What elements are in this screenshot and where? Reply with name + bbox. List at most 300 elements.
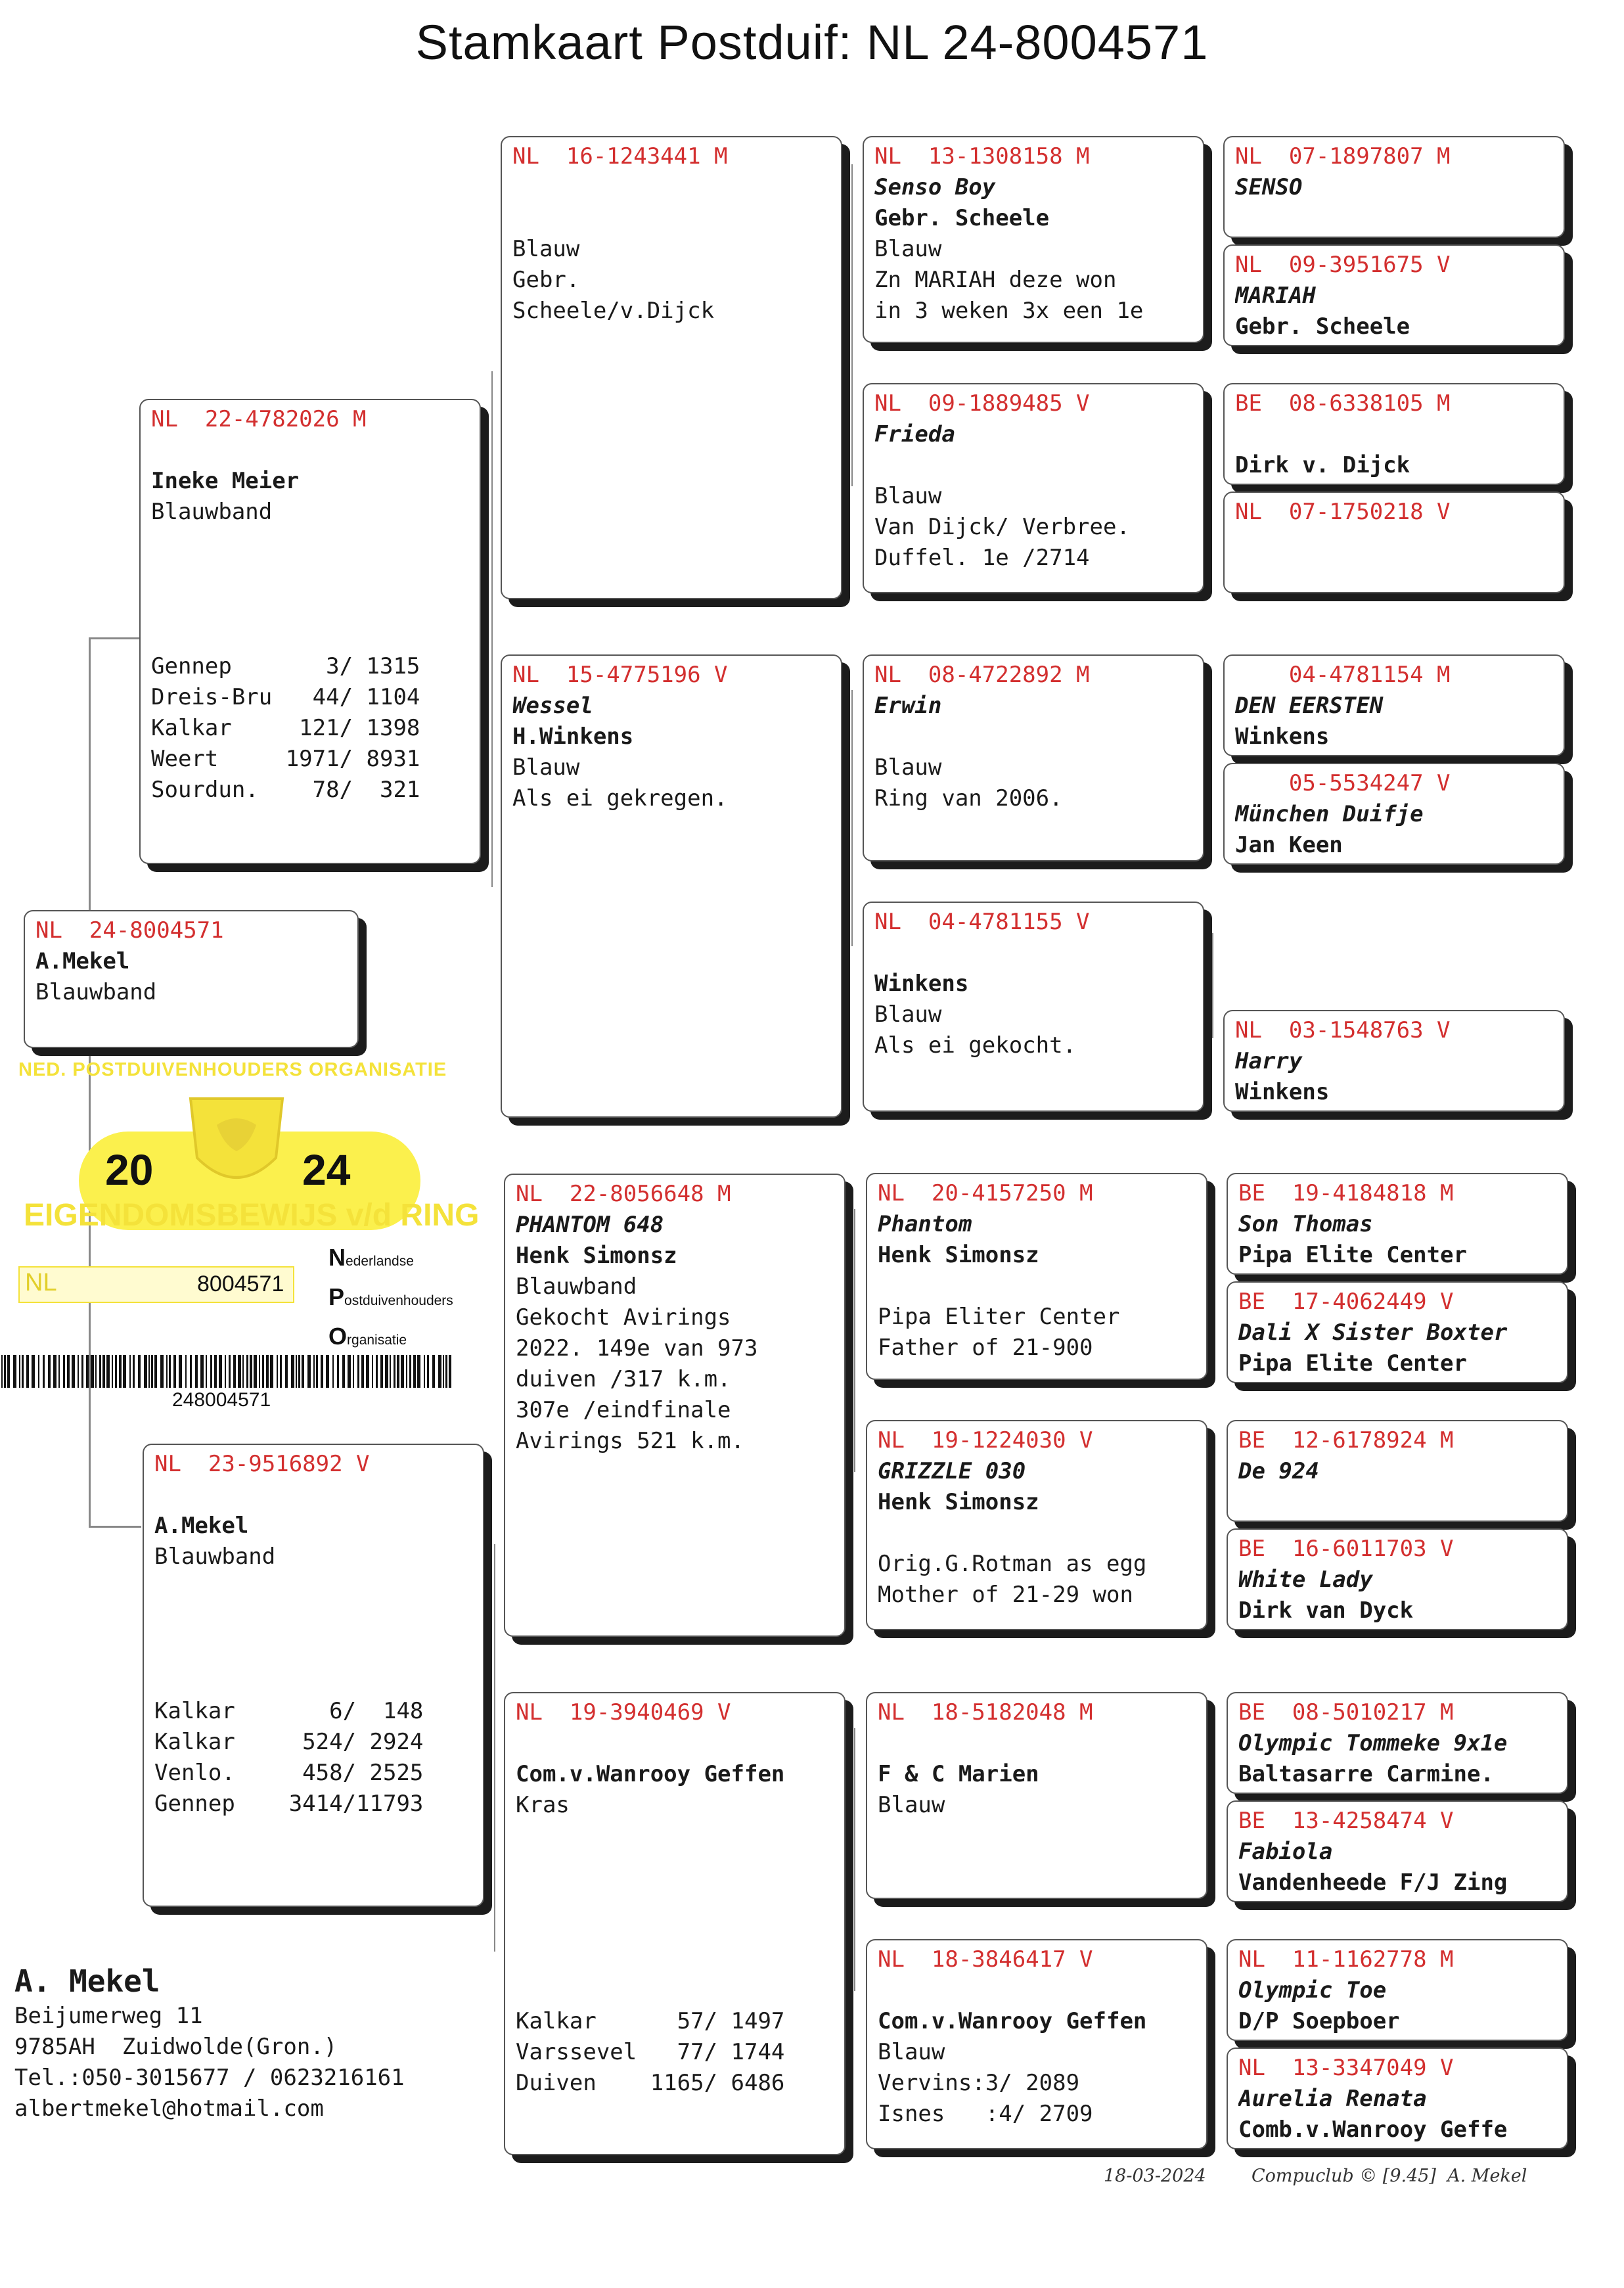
pedigree-line: Blauwband — [151, 499, 273, 525]
pedigree-line: Blauw — [874, 483, 942, 509]
pedigree-line — [874, 721, 1195, 752]
pedigree-line: Blauw — [878, 2039, 945, 2065]
pedigree-line — [151, 559, 472, 589]
pedigree-line: MARIAH — [1235, 283, 1316, 309]
ring-number-header: NL 03-1548763 V — [1235, 1017, 1451, 1043]
pedigree-line: Wessel — [512, 693, 593, 719]
barcode-bar — [133, 1355, 135, 1388]
barcode-bar — [376, 1355, 378, 1388]
barcode-bar — [291, 1355, 294, 1388]
pedigree-line: Blauwband — [516, 1273, 637, 1300]
pedigree-card-mother — [143, 1444, 484, 1907]
pedigree-line: Isnes :4/ 2709 — [878, 2101, 1093, 2127]
pedigree-line — [516, 1883, 836, 1913]
barcode-bar — [417, 1355, 420, 1388]
barcode-bar — [119, 1355, 122, 1388]
barcode-bar — [102, 1355, 105, 1388]
barcode-bar — [67, 1355, 70, 1388]
barcode-bar — [438, 1355, 441, 1388]
barcode-bar — [190, 1355, 192, 1388]
barcode-bar — [298, 1355, 300, 1388]
pedigree-line: Scheele/v.Dijck — [512, 298, 715, 324]
barcode-bar — [13, 1355, 16, 1388]
pedigree-line: Van Dijck/ Verbree. — [874, 514, 1130, 540]
barcode-bar — [225, 1355, 226, 1388]
barcode-bar — [53, 1355, 56, 1388]
barcode-bar — [123, 1355, 126, 1388]
pedigree-line: Dali X Sister Boxter — [1238, 1319, 1508, 1346]
ring-number-header: NL 08-4722892 M — [874, 662, 1090, 688]
ring-number-header: 04-4781154 M — [1235, 662, 1451, 688]
barcode-bar — [380, 1355, 383, 1388]
barcode-bar — [81, 1355, 83, 1388]
pedigree-line: Pipa Elite Center — [1238, 1350, 1467, 1377]
ring-number-header: BE 19-4184818 M — [1238, 1180, 1454, 1206]
pedigree-line — [151, 528, 472, 559]
ring-number-header: NL 09-3951675 V — [1235, 252, 1451, 278]
barcode-bar — [302, 1355, 304, 1388]
pedigree-line: Gennep 3414/11793 — [154, 1791, 424, 1817]
ring-number-header: NL 22-8056648 M — [516, 1181, 731, 1207]
barcode-bar — [169, 1355, 171, 1388]
pedigree-card-gen4-13 — [1227, 1692, 1568, 1794]
pedigree-line — [878, 1518, 1198, 1549]
barcode-bar — [266, 1355, 269, 1388]
barcode-bar — [4, 1355, 6, 1388]
npo-n: N — [328, 1244, 346, 1271]
ring-number-header: NL 16-1243441 M — [512, 143, 728, 170]
barcode-bar — [219, 1355, 222, 1388]
pedigree-line: Mother of 21-29 won — [878, 1582, 1133, 1608]
pedigree-line: Ring van 2006. — [874, 785, 1063, 812]
pedigree-line: Frieda — [874, 421, 955, 447]
pedigree-card-ff — [501, 136, 842, 599]
barcode-bar — [432, 1355, 435, 1388]
barcode-bar — [72, 1355, 75, 1388]
barcode-bar — [160, 1355, 164, 1388]
barcode-bar — [229, 1355, 231, 1388]
ring-number-header: NL 13-3347049 V — [1238, 2055, 1454, 2081]
barcode-bar — [246, 1355, 248, 1388]
barcode-bar — [242, 1355, 244, 1388]
pedigree-line — [151, 589, 472, 620]
ring-certificate — [0, 1046, 480, 1414]
pedigree-card-gen4-1 — [1223, 136, 1565, 238]
barcode-bar — [348, 1355, 351, 1388]
pedigree-line: Blauw — [512, 236, 580, 262]
pedigree-card-mfm — [866, 1420, 1207, 1630]
barcode-bar — [424, 1355, 425, 1388]
pedigree-line: Olympic Toe — [1238, 1977, 1387, 2003]
npo-p: P — [328, 1283, 345, 1310]
pedigree-card-mm — [504, 1692, 846, 2155]
pedigree-line — [154, 1665, 475, 1696]
barcode-bar — [285, 1355, 288, 1388]
ring-certificate-title: EIGENDOMSBEWIJS v/d RING — [24, 1198, 480, 1233]
pedigree-line: München Duifje — [1235, 801, 1424, 827]
barcode-bar — [238, 1355, 241, 1388]
ring-number-header: NL 19-3940469 V — [516, 1699, 731, 1726]
barcode-bar — [63, 1355, 65, 1388]
ring-number-header: BE 12-6178924 M — [1238, 1427, 1454, 1453]
barcode-bar — [366, 1355, 369, 1388]
pedigree-line — [516, 1852, 836, 1883]
pedigree-line: Weert 1971/ 8931 — [151, 746, 420, 772]
barcode-bar — [138, 1355, 141, 1388]
pedigree-line — [512, 172, 833, 203]
pedigree-line: Henk Simonsz — [878, 1489, 1039, 1515]
owner-city: 9785AH Zuidwolde(Gron.) — [14, 2034, 338, 2060]
barcode-bar — [427, 1355, 429, 1388]
pedigree-line — [1235, 419, 1556, 450]
ring-number-field — [18, 1266, 294, 1303]
npo-o: O — [328, 1323, 348, 1350]
ring-number-header: NL 20-4157250 M — [878, 1180, 1093, 1206]
pedigree-line: Baltasarre Carmine. — [1238, 1761, 1494, 1787]
pedigree-line: Orig.G.Rotman as egg — [878, 1551, 1147, 1577]
barcode-bar — [385, 1355, 388, 1388]
barcode-bar — [449, 1355, 451, 1388]
barcode-bar — [214, 1355, 217, 1388]
pedigree-line: Pipa Eliter Center — [878, 1304, 1120, 1330]
barcode-bar — [166, 1355, 168, 1388]
pedigree-line: Gekocht Avirings — [516, 1304, 731, 1331]
pedigree-line: Avirings 521 k.m. — [516, 1428, 744, 1454]
pedigree-line: Gebr. — [512, 267, 580, 293]
pedigree-card-mmf — [866, 1692, 1207, 1899]
barcode-bar — [332, 1355, 334, 1388]
pedigree-card-gen4-5 — [1223, 654, 1565, 756]
pedigree-line: Venlo. 458/ 2525 — [154, 1760, 424, 1786]
pedigree-line: Harry — [1235, 1048, 1303, 1074]
barcode-bar — [307, 1355, 311, 1388]
pedigree-line: White Lady — [1238, 1567, 1373, 1593]
pedigree-line: Com.v.Wanrooy Geffen — [878, 2008, 1147, 2034]
barcode-bar — [154, 1355, 157, 1388]
pedigree-card-gen4-14 — [1227, 1800, 1568, 1902]
pedigree-line: DEN EERSTEN — [1235, 693, 1384, 719]
pedigree-line: Kalkar 524/ 2924 — [154, 1729, 424, 1755]
pedigree-line: A.Mekel — [154, 1513, 249, 1539]
barcode-bar — [129, 1355, 131, 1388]
pedigree-line: Blauw — [512, 754, 580, 781]
barcode-bar — [48, 1355, 51, 1388]
barcode-bar — [210, 1355, 212, 1388]
ring-country: NL — [25, 1269, 57, 1296]
barcode-bar — [372, 1355, 373, 1388]
pedigree-line — [878, 1975, 1198, 2006]
pedigree-line — [154, 1480, 475, 1511]
pedigree-line: duiven /317 k.m. — [516, 1366, 731, 1392]
pedigree-card-gen4-2 — [1223, 244, 1565, 346]
page-title: Stamkaart Postduif: NL 24-8004571 — [415, 15, 1209, 70]
pedigree-line: A.Mekel — [35, 948, 130, 974]
pedigree-line — [878, 1271, 1198, 1302]
pedigree-card-ffm — [863, 383, 1204, 593]
pedigree-line — [516, 1728, 836, 1759]
pedigree-line: Gebr. Scheele — [874, 205, 1050, 231]
barcode-bar — [259, 1355, 260, 1388]
owner-email: albertmekel@hotmail.com — [14, 2095, 324, 2122]
ring-number-header: NL 22-4782026 M — [151, 406, 367, 432]
pedigree-line: 2022. 149e van 973 — [516, 1335, 758, 1361]
pedigree-line: Duffel. 1e /2714 — [874, 545, 1090, 571]
pedigree-line: Vandenheede F/J Zing — [1238, 1869, 1508, 1896]
pedigree-line: Aurelia Renata — [1238, 2086, 1427, 2112]
pedigree-card-gen4-12 — [1227, 1528, 1568, 1630]
pedigree-line: Dreis-Bru 44/ 1104 — [151, 684, 420, 710]
barcode-icon — [0, 1355, 453, 1388]
pedigree-line: Zn MARIAH deze won — [874, 267, 1117, 293]
barcode-bar — [173, 1355, 176, 1388]
footer-credit: Compuclub © [9.45] A. Mekel — [1252, 2166, 1527, 2186]
ring-number-header: NL 23-9516892 V — [154, 1451, 370, 1477]
pedigree-card-fm — [501, 654, 842, 1118]
pedigree-card-mf — [504, 1174, 846, 1637]
pedigree-line: Blauw — [874, 236, 942, 262]
ring-number-header: BE 16-6011703 V — [1238, 1536, 1454, 1562]
barcode-bar — [206, 1355, 207, 1388]
barcode-bar — [99, 1355, 101, 1388]
barcode-bar — [361, 1355, 364, 1388]
pedigree-line: Henk Simonsz — [878, 1242, 1039, 1268]
pedigree-line — [878, 1728, 1198, 1759]
footer-date: 18-03-2024 — [1104, 2166, 1206, 2186]
pedigree-line: Winkens — [1235, 1079, 1330, 1105]
barcode-bar — [115, 1355, 117, 1388]
pedigree-line: GRIZZLE 030 — [878, 1458, 1026, 1484]
ring-number-header: BE 08-6338105 M — [1235, 390, 1451, 417]
barcode-bar — [394, 1355, 395, 1388]
pedigree-line — [151, 620, 472, 651]
ring-number-header: NL 18-3846417 V — [878, 1946, 1093, 1973]
barcode-bar — [280, 1355, 282, 1388]
pedigree-line: Father of 21-900 — [878, 1335, 1093, 1361]
pedigree-line: Dirk v. Dijck — [1235, 452, 1410, 478]
barcode-bar — [32, 1355, 35, 1388]
pedigree-card-fff — [863, 136, 1204, 343]
ring-number-header: NL 24-8004571 — [35, 917, 224, 944]
pedigree-line: Jan Keen — [1235, 832, 1343, 858]
barcode-bar — [445, 1355, 447, 1388]
pedigree-line: Kras — [516, 1792, 570, 1818]
barcode-bar — [95, 1355, 97, 1388]
pedigree-line: Com.v.Wanrooy Geffen — [516, 1761, 785, 1787]
pedigree-card-fmm — [863, 902, 1204, 1112]
pedigree-line: Erwin — [874, 693, 942, 719]
barcode-bar — [91, 1355, 94, 1388]
pedigree-line: Kalkar 6/ 148 — [154, 1698, 424, 1724]
barcode-bar — [151, 1355, 153, 1388]
ring-number-header: NL 15-4775196 V — [512, 662, 728, 688]
pedigree-line — [516, 1913, 836, 1944]
pedigree-card-gen4-10 — [1227, 1281, 1568, 1383]
pedigree-line: Als ei gekregen. — [512, 785, 728, 812]
pedigree-line: Sourdun. 78/ 321 — [151, 777, 420, 803]
barcode-bar — [337, 1355, 339, 1388]
pedigree-line: Ineke Meier — [151, 468, 300, 494]
pedigree-line — [874, 938, 1195, 969]
barcode-bar — [409, 1355, 411, 1388]
barcode-bar — [58, 1355, 60, 1388]
barcode-bar — [254, 1355, 257, 1388]
pedigree-line — [154, 1572, 475, 1603]
barcode-bar — [38, 1355, 39, 1388]
npo-logo-text — [328, 1240, 453, 1358]
barcode-bar — [185, 1355, 187, 1388]
ring-number-header: NL 18-5182048 M — [878, 1699, 1093, 1726]
pedigree-card-father — [139, 399, 481, 864]
pedigree-line — [516, 1944, 836, 1975]
pedigree-card-gen4-16 — [1227, 2048, 1568, 2149]
pedigree-line: PHANTOM 648 — [516, 1212, 664, 1238]
pedigree-line: Son Thomas — [1238, 1211, 1373, 1237]
ring-number-header: BE 08-5010217 M — [1238, 1699, 1454, 1726]
ring-year-right: 24 — [302, 1145, 351, 1194]
barcode-bar — [112, 1355, 113, 1388]
barcode-number: 248004571 — [172, 1389, 271, 1411]
barcode-bar — [43, 1355, 45, 1388]
barcode-bar — [200, 1355, 204, 1388]
barcode-bar — [397, 1355, 399, 1388]
pedigree-line — [516, 1821, 836, 1852]
pedigree-card-gen4-11 — [1227, 1420, 1568, 1522]
pedigree-line: Dirk van Dyck — [1238, 1597, 1414, 1624]
barcode-bar — [148, 1355, 150, 1388]
pedigree-card-mff — [866, 1173, 1207, 1380]
pedigree-line: Olympic Tommeke 9x1e — [1238, 1730, 1508, 1756]
pedigree-line: Vervins:3/ 2089 — [878, 2070, 1080, 2096]
barcode-bar — [406, 1355, 407, 1388]
pedigree-line: Henk Simonsz — [516, 1243, 677, 1269]
pedigree-card-mmm — [866, 1939, 1207, 2149]
pedigree-card-gen4-6 — [1223, 763, 1565, 865]
pedigree-line: Fabiola — [1238, 1839, 1333, 1865]
barcode-bar — [250, 1355, 252, 1388]
barcode-bar — [144, 1355, 147, 1388]
pedigree-line: D/P Soepboer — [1238, 2008, 1400, 2034]
ring-number-header: NL 04-4781155 V — [874, 909, 1090, 935]
pedigree-card-gen4-8 — [1223, 1010, 1565, 1112]
pedigree-line: Gebr. Scheele — [1235, 313, 1410, 340]
pedigree-line: H.Winkens — [512, 723, 634, 750]
pedigree-line: Winkens — [1235, 723, 1330, 750]
owner-name: A. Mekel — [14, 1963, 160, 1999]
pedigree-line: Blauw — [874, 754, 942, 781]
barcode-bar — [86, 1355, 89, 1388]
barcode-bar — [342, 1355, 345, 1388]
barcode-bar — [326, 1355, 329, 1388]
owner-phone: Tel.:050-3015677 / 0623216161 — [14, 2065, 405, 2091]
pedigree-line — [512, 203, 833, 234]
barcode-bar — [443, 1355, 444, 1388]
pedigree-line: in 3 weken 3x een 1e — [874, 298, 1144, 324]
pedigree-line: Varssevel 77/ 1744 — [516, 2039, 785, 2065]
pedigree-line: Comb.v.Wanrooy Geffe — [1238, 2116, 1508, 2143]
pedigree-line: SENSO — [1235, 174, 1303, 200]
pedigree-card-fmf — [863, 654, 1204, 861]
barcode-bar — [106, 1355, 110, 1388]
barcode-bar — [26, 1355, 29, 1388]
pedigree-line: Blauwband — [154, 1544, 276, 1570]
barcode-bar — [390, 1355, 391, 1388]
barcode-bar — [78, 1355, 79, 1388]
pedigree-line: De 924 — [1238, 1458, 1319, 1484]
barcode-bar — [357, 1355, 359, 1388]
pedigree-card-gen4-3 — [1223, 383, 1565, 485]
barcode-bar — [277, 1355, 278, 1388]
ring-number-header: NL 19-1224030 V — [878, 1427, 1093, 1453]
barcode-bar — [413, 1355, 416, 1388]
npo-n-rest: ederlandse — [346, 1254, 414, 1269]
barcode-bar — [19, 1355, 20, 1388]
pedigree-line — [516, 1975, 836, 2006]
pedigree-line — [151, 435, 472, 466]
pedigree-line — [154, 1603, 475, 1634]
ring-number-header: NL 07-1750218 V — [1235, 499, 1451, 525]
ring-year-left: 20 — [105, 1145, 154, 1194]
barcode-bar — [313, 1355, 315, 1388]
barcode-bar — [353, 1355, 354, 1388]
ring-number-header: NL 07-1897807 M — [1235, 143, 1451, 170]
connector-mm — [854, 1728, 867, 1991]
pedigree-line: Blauw — [878, 1792, 945, 1818]
ring-number-header: BE 17-4062449 V — [1238, 1289, 1454, 1315]
pedigree-line: Phantom — [878, 1211, 972, 1237]
barcode-bar — [296, 1355, 297, 1388]
pedigree-line — [874, 450, 1195, 481]
pedigree-line: Blauw — [874, 1001, 942, 1028]
pedigree-card-subject — [24, 910, 359, 1048]
barcode-bar — [321, 1355, 323, 1388]
owner-address-block — [14, 1961, 405, 2124]
npo-o-rest: rganisatie — [347, 1333, 407, 1348]
pedigree-line: 307e /eindfinale — [516, 1397, 731, 1423]
barcode-bar — [233, 1355, 236, 1388]
ring-org-name: NED. POSTDUIVENHOUDERS ORGANISATIE — [18, 1059, 447, 1080]
connector-mf — [854, 1209, 867, 1472]
pedigree-card-gen4-9 — [1227, 1173, 1568, 1275]
barcode-bar — [195, 1355, 198, 1388]
barcode-bar — [270, 1355, 273, 1388]
barcode-bar — [1, 1355, 3, 1388]
pedigree-line: Kalkar 57/ 1497 — [516, 2008, 785, 2034]
pedigree-card-gen4-4 — [1223, 492, 1565, 593]
pedigree-line — [154, 1634, 475, 1665]
pedigree-line: Gennep 3/ 1315 — [151, 653, 420, 679]
ring-number-header: 05-5534247 V — [1235, 770, 1451, 796]
barcode-bar — [401, 1355, 404, 1388]
pedigree-line: F & C Marien — [878, 1761, 1039, 1787]
pedigree-line: Pipa Elite Center — [1238, 1242, 1467, 1268]
lion-emblem-icon — [177, 1086, 296, 1197]
owner-street: Beijumerweg 11 — [14, 2003, 203, 2029]
ring-number: 8004571 — [197, 1271, 284, 1296]
ring-number-header: NL 13-1308158 M — [874, 143, 1090, 170]
barcode-bar — [262, 1355, 264, 1388]
pedigree-line: Blauwband — [35, 979, 157, 1005]
barcode-bar — [179, 1355, 182, 1388]
pedigree-line: Kalkar 121/ 1398 — [151, 715, 420, 741]
barcode-bar — [22, 1355, 24, 1388]
pedigree-line: Winkens — [874, 971, 969, 997]
ring-number-header: NL 11-1162778 M — [1238, 1946, 1454, 1973]
barcode-bar — [316, 1355, 318, 1388]
ring-number-header: BE 13-4258474 V — [1238, 1808, 1454, 1834]
barcode-bar — [7, 1355, 10, 1388]
pedigree-card-gen4-15 — [1227, 1939, 1568, 2041]
pedigree-line: Als ei gekocht. — [874, 1032, 1077, 1059]
